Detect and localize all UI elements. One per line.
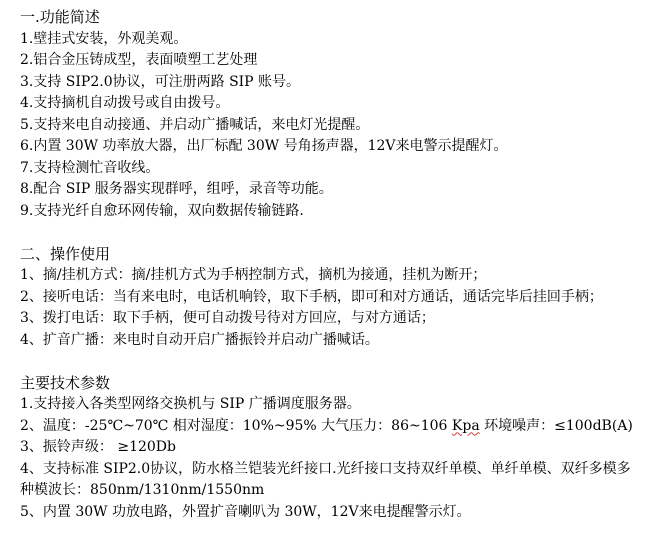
operation-item-4: 4、扩音广播：来电时自动开启广播振铃并启动广播喊话。 [20,331,379,348]
feature-item-4: 4.支持摘机自动拨号或自由拨号。 [20,95,230,111]
feature-item-5: 5.支持来电自动接通、并启动广播喊话，来电灯光提醒。 [20,116,370,133]
section-heading-specs: 主要技术参数 [20,373,111,392]
feature-item-1: 1.壁挂式安装，外观美观。 [20,30,188,47]
spec-item-2-text: 2、温度：-25℃~70℃ 相对湿度：10%~95% 大气压力：86~106 [20,417,452,434]
feature-item-2: 2.铝合金压铸成型，表面喷塑工艺处理 [20,52,258,68]
spec-item-5: 5、内置 30W 功放电路，外置扩音喇叭为 30W，12V来电提醒警示灯。 [20,503,471,520]
spec-item-2-noise: 环境噪声：≤100dB(A) [479,417,633,434]
operation-item-2: 2、接听电话：当有来电时，电话机响铃，取下手柄，即可和对方通话，通话完毕后挂回手柄； [20,288,603,305]
operation-item-1: 1、摘/挂机方式：摘/挂机方式为手柄控制方式，摘机为接通，挂机为断开； [20,267,487,283]
section-heading-features: 一.功能简述 [20,8,100,26]
section-spacer [20,351,640,373]
feature-item-3: 3.支持 SIP2.0协议，可注册两路 SIP 账号。 [20,73,301,90]
spec-item-1: 1.支持接入各类型网络交换机与 SIP 广播调度服务器。 [20,396,361,412]
spec-item-4: 4、支持标准 SIP2.0协议，防水格兰铠装光纤接口.光纤接口支持双纤单模、单纤单模、双纤多模多种模波长：850nm/1310nm/1550nm [20,460,631,498]
feature-item-6: 6.内置 30W 功率放大器，出厂标配 30W 号角扬声器，12V来电警示提醒灯。 [20,138,508,154]
feature-item-8: 8.配合 SIP 服务器实现群呼，组呼，录音等功能。 [20,181,333,197]
section-heading-operation: 二、操作使用 [20,244,111,263]
spec-item-3: 3、振铃声级： ≥120Db [20,439,176,455]
spec-item-2-unit: Kpa [451,417,480,434]
feature-item-9: 9.支持光纤自愈环网传输，双向数据传输链路. [20,202,304,219]
operation-item-3: 3、拨打电话：取下手柄，便可自动拨号待对方回应，与对方通话； [20,310,435,326]
spec-item-2 [20,416,640,438]
document-body [20,7,640,523]
feature-item-7: 7.支持检测忙音收线。 [20,159,160,176]
section-spacer [20,222,640,244]
